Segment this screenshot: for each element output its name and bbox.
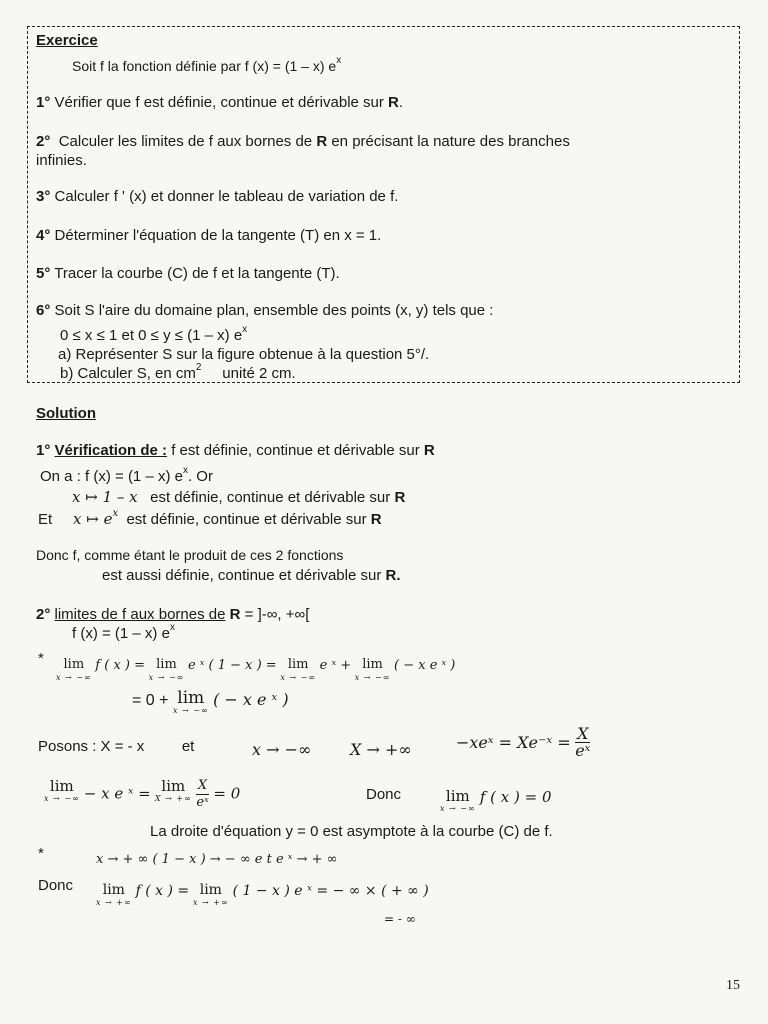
exercise-intro: Soit f la fonction définie par f (x) = (1 – x) $e^x$ (72, 55, 342, 74)
question-6-condition: 0 ≤ x ≤ 1 et 0 ≤ y ≤ (1 – x) $e^x$ (60, 324, 248, 344)
solution-title: Solution (36, 405, 96, 422)
question-6: 6° Soit S l'aire du domaine plan, ensemble des points (x, y) tels que : (36, 302, 494, 319)
limit-line-4: lim x → −∞ f ( x ) = 0 (440, 787, 552, 813)
solution-1-map1: x ↦ 1 – x est définie, continue et dérivable sur R (72, 488, 406, 506)
solution-1-conclusion-b: est aussi définie, continue et dérivable sur R. (102, 567, 401, 584)
question-3: 3° Calculer f ' (x) et donner le tableau de variation de f. (36, 188, 399, 205)
question-6b: b) Calculer S, en $cm^2$ unité 2 cm. (60, 362, 296, 382)
page-number: 15 (726, 978, 740, 993)
arrow-X: X → +∞ (350, 740, 412, 759)
limit-final: = - ∞ (384, 912, 416, 926)
substitution: −xeˣ = Xe⁻ˣ = $\frac{X}{\text{eˣ}}$ (456, 724, 591, 760)
solution-1-conclusion-a: Donc f, comme étant le produit de ces 2 fonctions (36, 547, 344, 563)
bullet-1: * (38, 650, 44, 667)
posons-line: Posons : X = - x et (38, 738, 195, 755)
question-6a: a) Représenter S sur la figure obtenue à la question 5°/. (58, 346, 430, 363)
question-4: 4° Déterminer l'équation de la tangente (T) en x = 1. (36, 227, 382, 244)
exercise-title: Exercice (36, 32, 98, 49)
limit-line-5: lim x → +∞ f ( x ) = lim x → +∞ ( 1 − x ) e ˣ = − ∞ × ( + ∞ ) (96, 882, 429, 907)
limits-plus-inf: x → + ∞ ( 1 − x ) → − ∞ e t e ˣ → + ∞ (96, 852, 338, 867)
limit-line-3: lim x → −∞ − x e ˣ = lim X → +∞ $\frac{X}{\text{eˣ}}$ = 0 (44, 777, 241, 810)
limit-line-2: = 0 + lim x → −∞ ( − x e ˣ ) (132, 688, 289, 715)
donc-2: Donc (38, 877, 74, 894)
question-1: 1° Vérifier que f est définie, continue et dérivable sur R. (36, 94, 404, 111)
question-2: 2° Calculer les limites de f aux bornes de R en précisant la nature des branches (36, 133, 570, 150)
solution-1-map2: Et x ↦ $e^x$ est définie, continue et dérivable sur R (38, 508, 382, 528)
solution-2-heading: 2° limites de f aux bornes de R = ]-∞, +∞[ (36, 606, 310, 623)
solution-1-heading: 1° Vérification de : f est définie, continue et dérivable sur R (36, 442, 435, 459)
question-2-cont: infinies. (36, 152, 87, 169)
solution-1-line1: On a : f (x) = (1 – x) $e^x$. Or (40, 465, 213, 485)
asymptote-text: La droite d'équation y = 0 est asymptote à la courbe (C) de f. (150, 823, 553, 840)
donc-1: Donc (366, 786, 402, 803)
arrow-x: x → −∞ (252, 740, 312, 759)
question-5: 5° Tracer la courbe (C) de f et la tangente (T). (36, 265, 340, 282)
bullet-2: * (38, 845, 44, 862)
solution-2-fx: f (x) = (1 – x) $e^x$ (72, 622, 175, 642)
limit-line-1: lim x → −∞ f ( x ) = lim x → −∞ e ˣ ( 1 − x ) = lim x → −∞ e ˣ + lim x → −∞ ( − x e ˣ ) (56, 657, 456, 682)
